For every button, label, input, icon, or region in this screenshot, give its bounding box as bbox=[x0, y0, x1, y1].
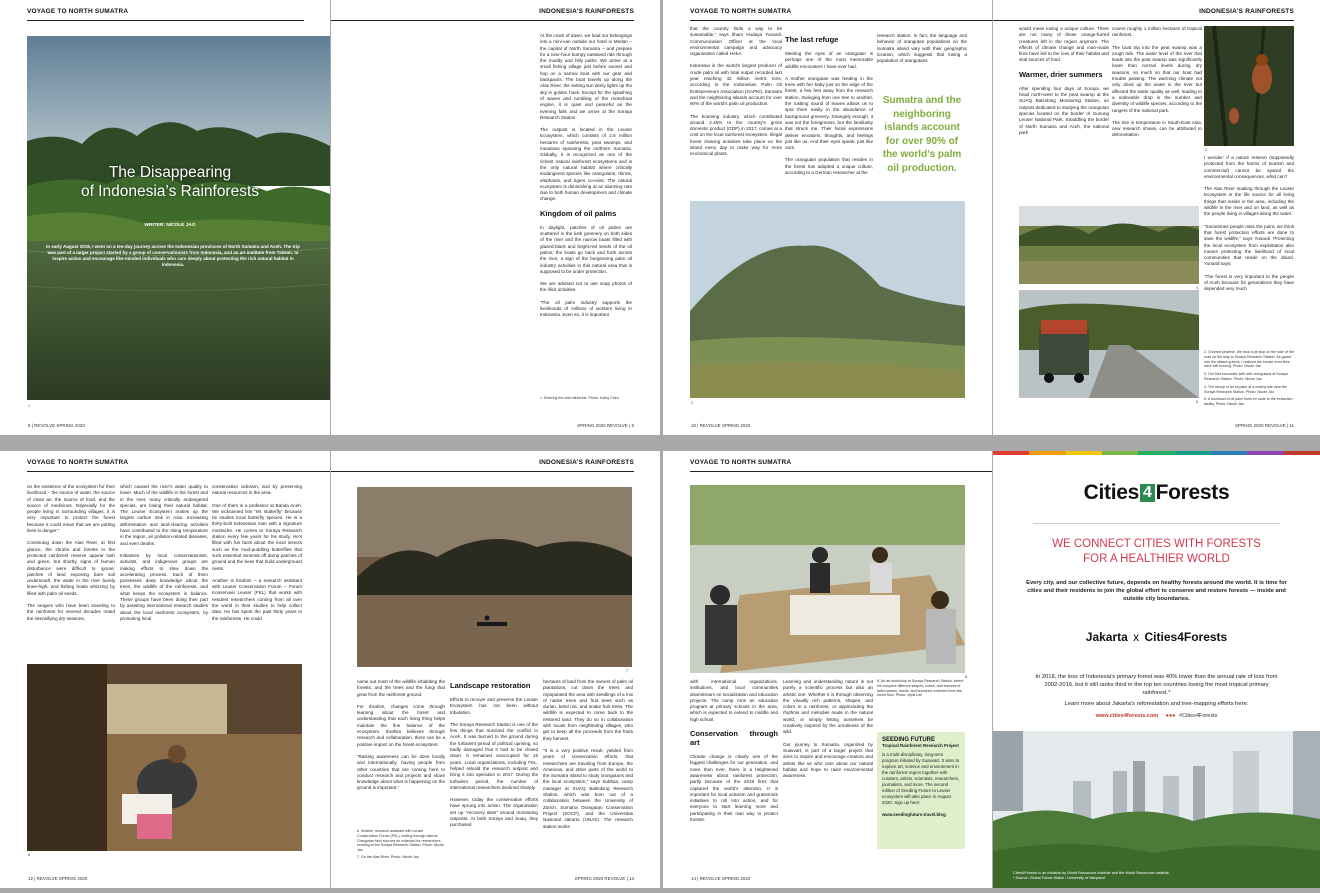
paragraph: research station. In fact, the language and behavior of orangutan populations on the Sumatra island vary with their geographic location, which suggests that losing a population of orangutans bbox=[877, 33, 969, 64]
article-column bbox=[120, 484, 208, 659]
color-stripe bbox=[993, 451, 1320, 455]
article-column bbox=[690, 26, 782, 196]
stripe-segment bbox=[1211, 451, 1247, 455]
stripe-segment bbox=[1102, 451, 1138, 455]
cities4forests-ad bbox=[993, 451, 1320, 888]
article-column bbox=[783, 679, 873, 869]
header-rule bbox=[690, 20, 992, 21]
paragraph: “Raising awareness can be done locally and internationally, having people from other countries that are coming here to conduct research and projects and share knowledge about what is happening on the ground is important.” bbox=[357, 753, 447, 791]
photo-number: 4 bbox=[1196, 286, 1198, 290]
caption-2: 2. Charred peatline. We took a pit stop on the side of the road on the way to Soraya Research Station. As gazed into the distant greens, I realized the smoke from fires were still burning. Photo: Nicole Jao bbox=[1204, 350, 1294, 369]
logo-four: 4 bbox=[1140, 484, 1155, 502]
article-column bbox=[212, 484, 302, 659]
tagline bbox=[993, 537, 1320, 567]
ibrahim-photo bbox=[27, 664, 302, 851]
article-column bbox=[785, 33, 873, 196]
paragraph: The rise in temperature in South-East Asia, new research shows, can be attributed to deforestation. bbox=[1112, 119, 1204, 138]
paragraph: Indonesia is the world’s largest producer of crude palm oil with total output recorded last year reaching 42 million metric tons, according to the Indonesian Palm Oil Entrepreneurs Association (GAPKI). Sumatra and the neighboring islands account for over 90% of the world’s palm oil production. bbox=[690, 63, 784, 107]
stripe-segment bbox=[1138, 451, 1174, 455]
header-rule bbox=[690, 471, 992, 472]
skyline-illustration bbox=[993, 731, 1320, 888]
river-boat-illustration bbox=[357, 487, 632, 667]
paragraph: The Alas River snaking through the Leuser Ecosystem is the life source for all living things that reside in the area, including the wildlife in the river and on land, as well as the people living in villages along the water. bbox=[1204, 186, 1296, 217]
paragraph: We are advised not to use snap photos of the illicit activities. bbox=[540, 281, 634, 293]
paragraph: One of them is a professor at Banda Aceh. We nicknamed him “Mr. Butterfly” because he studies local butterfly species. He is a thirty-built Indonesian man with a signature mustache. He comes to Soraya Research station every few years for his study. He’s filled with fun facts about the local insects such as the mud-puddling butterflies that suck essential minerals off damp patches of ground and the bees that build underground nests. bbox=[212, 502, 304, 571]
paragraph: “Sometimes people miss the point, we think that forest protection efforts are done to save the wildlife,” says Yunardi. Protecting the local ecosystem from exploitation also means protecting the livelihood of local communities that reside on the island. Yunardi says: bbox=[1204, 223, 1296, 267]
page-footer: SPRING 2020 REVOLVE | 9 bbox=[577, 423, 634, 428]
page-10 bbox=[663, 0, 992, 435]
workshop-illustration bbox=[690, 485, 965, 673]
section-heading: Conservation through art bbox=[690, 729, 778, 748]
stripe-segment bbox=[993, 451, 1029, 455]
paragraph: with international organizations, institutions, and local communities downstream on socialization and education projects. The camp runs an education program at primary schools in the area, which is expected to extend to middle and high school. bbox=[690, 679, 780, 722]
title-line-1: The Disappearing bbox=[108, 164, 232, 181]
paragraph: “The oil palm industry supports the livelihoods of millions of workers living in Indonesia. Even so, it is important bbox=[540, 299, 634, 318]
logo-rule bbox=[1033, 523, 1280, 524]
paragraph: name out most of the wildlife inhabiting the forests, and the trees and the fungi that grow from the rainforest ground. bbox=[357, 679, 447, 697]
running-header: VOYAGE TO NORTH SUMATRA bbox=[690, 8, 792, 15]
page-footer: 14 | REVOLVE SPRING 2020 bbox=[691, 876, 751, 881]
volcano-illustration bbox=[690, 201, 965, 398]
page-8 bbox=[0, 0, 330, 435]
stripe-segment bbox=[1066, 451, 1102, 455]
footnote-2: * Source: Global Forest Watch / University of Maryland bbox=[1013, 876, 1105, 880]
river-forest-illustration bbox=[27, 36, 330, 400]
paragraph: The Soraya Research Station is one of the few things that survived the conflict in Aceh. It was burned to the ground during the turbulent period of political uprising, so badly damaged that it had to be closed down. It remained unoccupied for 15 years. Local organizations, including FKL, helped rebuild the research outpost and bring it into operation in 2017. During the turbulent period, the number of international researchers declined sharply. bbox=[450, 721, 540, 790]
article-column bbox=[1019, 26, 1109, 202]
learn-more: Learn more about Jakarta’s reforestation and tree-mapping efforts here: bbox=[1064, 701, 1249, 707]
article-column bbox=[1112, 26, 1202, 202]
article-column bbox=[1204, 155, 1294, 345]
page-9 bbox=[331, 0, 660, 435]
seeding-future-subtitle: Tropical Rainforest Research Project bbox=[882, 743, 959, 748]
photo-number: 3 bbox=[1205, 148, 1207, 152]
paragraph: “It is a very positive result, yielded from years of conservation efforts, that researchers are traveling from Europe, the Americas, and other parts of the world to the Sumatra island to study orangutans and the local ecosystem,” says Subhan, camp manager at SUAQ Balimbing Research Station, which was born out of a collaboration between the University of Zürich, Sumatra Orangutan Conservation Project (SOCP), and the Universitas Nasional Jakarta (UNAS). The research station works bbox=[543, 747, 635, 829]
header-rule bbox=[27, 20, 304, 21]
paragraph: Another is Ibrahim – a research assistant with Leuser Conservation Forum – Forum Konservasi Leuser (FKL) that works with resident researchers coming from all over the world in their studies to help collect data. He has spent the past thirty years in the rainforests. He could bbox=[212, 577, 304, 621]
writer-credit: WRITER: NICOLE JAO bbox=[144, 223, 196, 228]
ad-links bbox=[993, 713, 1320, 719]
caption-7: 7. On the Alas River. Photo: Nicole Jao bbox=[357, 854, 419, 859]
palm-truck-photo bbox=[1019, 290, 1199, 398]
photo-number: 7 bbox=[626, 669, 628, 673]
photo-number: 1 bbox=[28, 404, 30, 408]
article-column bbox=[27, 484, 115, 659]
river-forest-photo bbox=[27, 36, 330, 400]
article-column bbox=[450, 679, 538, 869]
article-column bbox=[877, 33, 967, 73]
tagline-line-2: FOR A HEALTHIER WORLD bbox=[1083, 553, 1230, 565]
palm-field-illustration bbox=[1019, 206, 1199, 284]
header-rule bbox=[27, 471, 330, 472]
header-rule bbox=[993, 20, 1294, 21]
paragraph: Initiatives by local conservationists, activists, and indigenous groups are making efforts to slow down the accelerating process. Each of them possesses deep knowledge about the trees, the wildlife of the rainforests, and what keeps the ecosystem in balance. These groups have been doing their part by assisting international research studies about the local rainforest ecosystem, by promoting local bbox=[120, 552, 210, 621]
jakarta-skyline-photo bbox=[993, 731, 1320, 888]
photo-caption: 8. An art workshop at Soraya Research Station, where we compare different shapes, colors, and textures of fallen leaves, seeds, and branches collected from the forest floor. Photo: Vipat Lee bbox=[877, 679, 964, 698]
footnote-1: Cities4Forests is an initiative by World Resources Institute and the World Resources Institute. bbox=[1013, 871, 1170, 875]
stripe-segment bbox=[1175, 451, 1211, 455]
article-column bbox=[543, 679, 633, 869]
paragraph: Our journey to Sumatra, organized by Suavvart, is part of a larger project that aims to inspire and encourage creators and artists like us who care about our natural habitat and hope to raise environmental awareness. bbox=[783, 741, 875, 779]
ad-body: Every city, and our collective future, depends on healthy forests around the world. It is time for cities and their residents to join the global effort to conserve and restore forests — inside and outside city boundaries. bbox=[1026, 580, 1287, 602]
article-column bbox=[540, 33, 632, 393]
photo-caption bbox=[1204, 350, 1294, 407]
pull-quote: Sumatra and the neighboring islands account for over 90% of the world’s palm oil production. bbox=[882, 95, 962, 174]
paragraph: The orangutan population that resides in the forest has adopted a unique culture, according to a German researcher at the bbox=[785, 157, 875, 176]
hashtag: #Cities4Forests bbox=[1179, 713, 1218, 719]
paragraph: would mean losing a unique culture. There are not many of these orange-furred creatures left in the region anymore. The effects of climate change and man-made fires have led to the loss of their habitat and vital sources of food. bbox=[1019, 26, 1111, 63]
caption-4: 4. The stump of an oil palm at a nearby site near the Soraya Research Station. Photo: Nicole Jao bbox=[1204, 384, 1288, 394]
paragraph: hectares of land from the owners of palm oil plantations, cut down the trees, and repopulated the area with seedlings of a mix of native trees and fruit trees such as durian, betel nut, and snake fruit trees. The wildlife is expected to come back to the restored land. They do so in collaboration with locals from neighboring villages, who get to keep all the proceeds from the fruits they harvest. bbox=[543, 679, 635, 741]
seeding-future-link[interactable]: www.seedingfuture.travel.blog bbox=[882, 812, 946, 817]
jakarta-brand: Cities4Forests bbox=[1144, 630, 1228, 644]
paragraph: which caused the river’s water quality to lower. Much of the wildlife in the forest and in the river, many critically endangered species, are losing their natural habitat. The Leuser Ecosystem makes up the largest carbon sink in Asia. Increasing deforestation and land-clearing activities have contributed to the rising temperature in the region, air pollution-related diseases, and even deaths. bbox=[120, 484, 210, 546]
paragraph: The boat trip into the peat swamp was a rough ride. The water level of the river that leads into the peat swamp was significantly lower than normal levels during dry seasons, so much so that our boat had trouble passing. The warming climate not only dried up the water in the river but affected the water quality as well, leading to a noticeable drop in the number and diversity of wildlife species, according to the rangers of the national park. bbox=[1112, 44, 1204, 113]
website-link[interactable]: www.cities4forests.com bbox=[1095, 713, 1159, 719]
page-footer: 12 | REVOLVE SPRING 2020 bbox=[28, 876, 88, 881]
article-column bbox=[690, 679, 778, 869]
page-footer: SPRING 2020 REVOLVE | 11 bbox=[1234, 423, 1294, 428]
page-14 bbox=[663, 451, 992, 888]
paragraph: The rangers who have been traveling to the rainforest for several decades noted the intensifying dry seasons, bbox=[27, 603, 117, 621]
brand-logo bbox=[993, 481, 1320, 505]
page-footer: 10 | REVOLVE SPRING 2020 bbox=[691, 423, 751, 428]
x-label: x bbox=[1133, 630, 1140, 644]
section-heading: Warmer, drier summers bbox=[1019, 69, 1103, 79]
paragraph: For Ibrahim, changes come through learning about the forest and understanding that each living thing helps maintain the fine balance of the ecosystem. Ibrahim believes through research and collaboration, there can be a positive impact on the forest ecosystem: bbox=[357, 703, 447, 747]
section-heading: Kingdom of oil palms bbox=[540, 208, 617, 218]
paragraph: Continuing down the Alas River, at first glance, the shrubs and forests in the protected rainforest reserve appear lush and green, but shortly, signs of human disturbance were difficult to ignore: patches of land exposing bare soil underneath, the water in the river barely knee-high, and fishing boats whizzing by filled with palm oil seeds. bbox=[27, 540, 117, 596]
paragraph: After spending four days at Soraya, we head north-west to the peat swamp at the SUAQ Balimbing Monitoring Station, an outpost dedicated to studying the orangutan species located on the border of Gunung Leuser National Park. Straddling the border of North Sumatra and Aceh, the national park bbox=[1019, 85, 1111, 135]
ad-footnote bbox=[1013, 871, 1300, 881]
jakarta-label: Jakarta bbox=[1085, 630, 1128, 644]
running-header: INDONESIA’S RAINFORESTS bbox=[1199, 8, 1294, 15]
oil-palm-stump-photo bbox=[1019, 206, 1199, 284]
caption-3: 3. Our first encounter with wild orangutans at Soraya Research Station. Photo: Nicole Jao bbox=[1204, 372, 1288, 381]
paragraph: “The forest is very important to the people of Aceh because for generations they have depended very much bbox=[1204, 273, 1296, 292]
orangutan-photo bbox=[1204, 26, 1294, 146]
seeding-future-title: SEEDING FUTURE bbox=[882, 737, 936, 743]
stripe-segment bbox=[1284, 451, 1320, 455]
paragraph: Learning and understanding nature is not purely a scientific process but also an artistic one. Whether it is through observing the visually rich patterns, shapes, and colors in a rainforest, or appreciating the rhythms and melodies made in the natural world, or simply letting ourselves be creatively inspired by the unruliness of the wild. bbox=[783, 679, 875, 735]
stripe-segment bbox=[1247, 451, 1283, 455]
seeding-future-box bbox=[877, 732, 965, 849]
photo-number: 5 bbox=[1196, 400, 1198, 404]
paragraph: At the crack of dawn, we load our belongings into a mini-van outside our hotel in Medan – the capital of North Sumatra – and prepare for a nine-hour bumpy eastward ride through the muddy and hilly paths. We arrive at a small fishing village just before sunset and hop on a narrow boat with our gear and backpacks. The boat travels up along the Alas River, the setting sun dimly lights up the sky in golden hues. Except for the splashing of waves and rumbling of the motorboat engine, it is quiet and peaceful as the evening falls and we arrive at the Soraya Research Station. bbox=[540, 33, 634, 120]
paragraph: The outpost is located in the Leuser Ecosystem, which consists of 2.6 million hectares of rainforests, peat swamps, and meadows spanning the northern Sumatra. Globally, it is recognized as one of the richest natural rainforest ecosystems and is the only natural habitat where critically endangered species like orangutans, rhinos, elephants, and tigers co-exist. The natural ecosystem is diminishing at an alarming rate due to both human development and climate change. bbox=[540, 127, 634, 202]
social-icons: ●●● bbox=[1165, 713, 1176, 719]
paragraph: that the country finds a way to be sustainable,” says Ilham Hudaya Yunardi, Communication Officer at the local environmental campaign and advocacy organization called HAkA. bbox=[690, 26, 784, 57]
paragraph: A mother orangutan was feeding in the trees with her baby just on the edge of the forest, a few feet away from the research station. Swinging from one tree to another, the rustling sound of leaves allows us to spot them easily in the abundance of background greenery. Strangely enough, it was not the foreignness, but the familiarity that struck me. Their facial expressions deliver emotions, thoughts, and feelings just like us. And their eyes speak, just like ours. bbox=[785, 75, 875, 151]
page-footer: 8 | REVOLVE SPRING 2020 bbox=[28, 423, 85, 428]
page-13 bbox=[331, 451, 660, 888]
research-hut-illustration bbox=[27, 664, 302, 851]
stripe-segment bbox=[1029, 451, 1065, 455]
truck-illustration bbox=[1019, 290, 1199, 398]
article-column bbox=[357, 679, 445, 829]
intro-text: In early August 2019, I went on a ten-day journey across the Indonesian provinces of North Sumatra and Aceh. The trip was part of a larger project started by a group of conservationists from Indonesia, and an art institute from Taiwan, to inspire action and encourage like-minded individuals who care deeply about protecting the rich natural habitat in Indonesia. bbox=[46, 244, 300, 267]
caption-6: 6. Ibrahim, research assistant with Leuser Conservation Forum (FKL), sorting through data at Orangutan field sources he collected for researchers residing at the Soraya Research Station. Photo: Nicole Jao bbox=[357, 829, 444, 853]
photo-caption bbox=[357, 829, 445, 860]
photo-number: 6 bbox=[28, 853, 30, 857]
running-header: INDONESIA’S RAINFORESTS bbox=[539, 8, 634, 15]
header-rule bbox=[331, 471, 634, 472]
paragraph: However, today the conservation efforts have sprung into action. The organization set up “recovery sites” around monitoring outposts. At both Soraya and Suaq, they purchased bbox=[450, 797, 540, 828]
photo-number: 2 bbox=[691, 401, 693, 405]
volcano-photo bbox=[690, 201, 965, 398]
running-header: VOYAGE TO NORTH SUMATRA bbox=[27, 8, 129, 15]
photo-number: 8 bbox=[965, 675, 967, 679]
alas-river-photo bbox=[357, 487, 632, 667]
page-12 bbox=[0, 451, 330, 888]
photo-caption: 1. Entering the wild rainforest. Photo: Kathy Chen bbox=[540, 396, 619, 400]
title-line-2: of Indonesia’s Rainforests bbox=[80, 183, 260, 200]
art-workshop-photo bbox=[690, 485, 965, 673]
running-header: INDONESIA’S RAINFORESTS bbox=[539, 459, 634, 466]
running-header: VOYAGE TO NORTH SUMATRA bbox=[690, 459, 792, 466]
tagline-line-1: WE CONNECT CITIES WITH FORESTS bbox=[1052, 538, 1261, 550]
seeding-future-body: is a multi-disciplinary, long-term program initiated by Suavvart. It aims to explore art, science and environment in the rainforest region together with curators, artists, scientists, researchers, journalists, and more. The second edition of Seeding Future to Leuser ecosystem will take place in August 2020. Sign up here: bbox=[882, 752, 960, 805]
running-header: VOYAGE TO NORTH SUMATRA bbox=[27, 459, 129, 466]
paragraph: I wonder: if a nature reserve (supposedly protected from the harms of tourism and commercial) cannot be spared the environmental consequences, what can? bbox=[1204, 155, 1296, 179]
page-footer: SPRING 2020 REVOLVE | 13 bbox=[574, 876, 634, 881]
article-title bbox=[40, 163, 300, 201]
paragraph: conservation activism, and by preserving natural resources in the area. bbox=[212, 484, 304, 496]
paragraph: Climate change is clearly one of the biggest challenges for our generation, and more than ever, there is a heightened awareness about rainforest protection, partly because of the 2019 fires that captured the world’s attention. It is important for local activism and grassroots initiatives to roll into action, and for everyone to start learning more and participating in their own way to protect forests. bbox=[690, 754, 780, 823]
logo-forests: Forests bbox=[1155, 481, 1230, 504]
section-heading: Landscape restoration bbox=[450, 681, 531, 690]
logo-cities: Cities bbox=[1083, 481, 1139, 504]
header-rule bbox=[331, 20, 634, 21]
paragraph: The booming industry, which contributed around 2.45% to the country’s gross domestic product (GDP) in 2017, comes at a cost on the local rainforest ecosystem. Illegal forest clearing activities take place on the island every day to make way for more economical plants. bbox=[690, 113, 784, 157]
section-heading: The last refuge bbox=[785, 35, 839, 44]
paragraph: on the existence of the ecosystem for their livelihood – the source of water, the source of clean air, the source of food, and the source of medicines. Especially for the people living in surrounding villages, it is very important to protect the forest because it could mean that we are putting lives in danger.” bbox=[27, 484, 117, 534]
paragraph: Efforts to recover and preserve the Leuser Ecosystem has not been without tribulation. bbox=[450, 697, 540, 715]
paragraph: covers roughly 1 million hectares of tropical rainforest. bbox=[1112, 26, 1204, 38]
jakarta-heading bbox=[993, 630, 1320, 644]
paragraph: In daylight, patches of oil palms are scattered in the lush greenery on both sides of the river and the narrow boats filled with glazed-black and bright-red seeds of the oil palms; the boats go back and forth across the river, a sign of the burgeoning palm oil industry activities in this natural area that is supposed to be under protection. bbox=[540, 224, 634, 274]
page-11 bbox=[993, 0, 1320, 435]
forest-stat: In 2018, the loss of Indonesia’s primary forest was 40% lower than the annual rate of loss from 2002-2016, but it still ranks third in the top ten countries losing the most tropical primary rainforest.* bbox=[1035, 674, 1278, 696]
orangutan-illustration bbox=[1204, 26, 1294, 146]
paragraph: Meeting the eyes of an orangutan is perhaps one of the most memorable wildlife encounters I have ever had. bbox=[785, 51, 875, 69]
caption-5: 5. A truckload of oil palm fruits en route to the extraction facility. Photo: Nicole Jao bbox=[1204, 397, 1293, 407]
